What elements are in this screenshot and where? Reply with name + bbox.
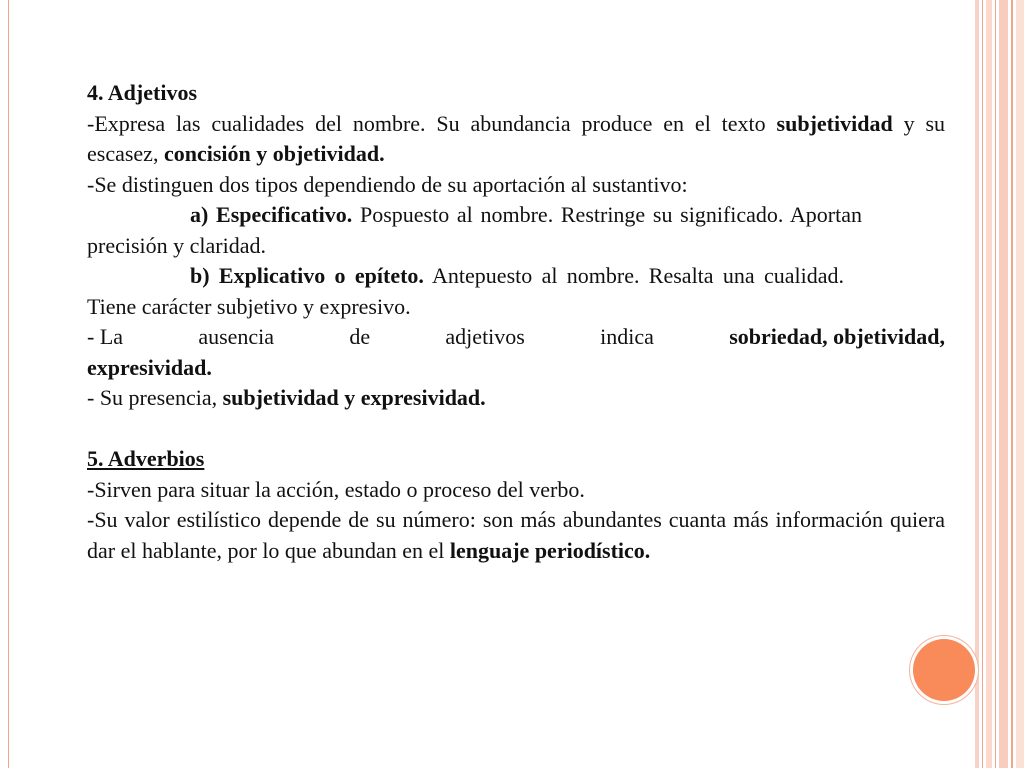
- item-label: b) Explicativo o epíteto.: [190, 263, 424, 288]
- text: Antepuesto al nombre. Resalta una cualidad.: [423, 263, 844, 288]
- paragraph-ausencia-cont: [87, 353, 945, 384]
- word: ausencia: [198, 324, 275, 349]
- bold-text: sobriedad, objetividad,: [729, 324, 945, 349]
- item-especificativo: [87, 200, 945, 261]
- word: - La: [87, 324, 124, 349]
- right-stripe: [995, 0, 996, 768]
- paragraph-distinguen: -Se distinguen dos tipos dependiendo de su aportación al sustantivo:: [87, 171, 688, 197]
- spacer: [87, 414, 945, 445]
- right-stripe: [1011, 0, 1013, 768]
- bold-text: concisión y objetividad.: [163, 141, 385, 166]
- text: -Su valor estilístico depende de su número: son más abundantes cuanta más información quiera dar el hablante, por lo que abundan en el: [87, 507, 945, 563]
- text: Tiene carácter subjetivo y expresivo.: [87, 293, 411, 319]
- word: adjetivos: [445, 324, 525, 349]
- text: Pospuesto al nombre. Restringe su significado. Aportan: [352, 202, 862, 227]
- slide-content: [87, 78, 945, 566]
- frame-left-line: [8, 0, 9, 768]
- section-title-adjetivos: 4. Adjetivos: [87, 80, 197, 105]
- right-stripe: [986, 0, 992, 768]
- paragraph-valor: [87, 505, 945, 566]
- text: -Expresa las cualidades del nombre. Su abundancia produce en el texto: [87, 110, 777, 136]
- decorative-circle: [913, 639, 975, 701]
- item-explicativo: [87, 261, 945, 322]
- right-stripe: [982, 0, 983, 768]
- paragraph-ausencia: [87, 322, 945, 353]
- bold-text: lenguaje periodístico.: [449, 537, 651, 563]
- item-label: a) Especificativo.: [190, 202, 353, 227]
- paragraph-sirven: -Sirven para situar la acción, estado o proceso del verbo.: [87, 476, 585, 502]
- bold-text: subjetividad y expresividad.: [222, 385, 486, 410]
- right-stripe: [1016, 0, 1024, 768]
- word: de: [349, 324, 371, 349]
- bold-text: expresividad.: [87, 354, 212, 380]
- text: y su escasez,: [87, 110, 946, 166]
- bold-text: subjetividad: [776, 110, 893, 136]
- word: indica: [600, 324, 654, 349]
- right-stripe: [975, 0, 979, 768]
- text: - Su presencia,: [87, 385, 223, 410]
- paragraph-presencia: [87, 383, 945, 414]
- paragraph-expresa: [87, 109, 945, 170]
- section-title-adverbios: 5. Adverbios: [87, 446, 205, 471]
- text: precisión y claridad.: [87, 232, 266, 258]
- right-stripe: [999, 0, 1008, 768]
